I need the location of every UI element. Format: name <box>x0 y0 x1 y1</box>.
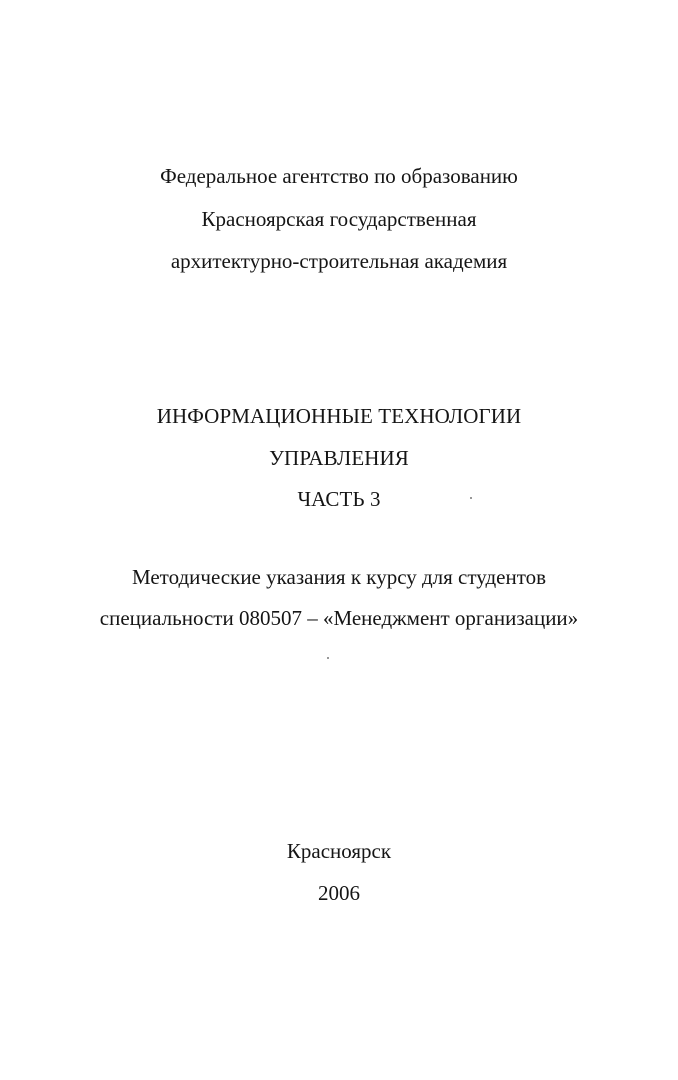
scan-speck <box>327 657 329 659</box>
header-agency: Федеральное агентство по образованию <box>160 164 518 188</box>
footer-city: Красноярск <box>286 839 392 863</box>
subtitle-line1: Методические указания к курсу для студентов <box>131 565 547 589</box>
title-line1: ИНФОРМАЦИОННЫЕ ТЕХНОЛОГИИ <box>156 404 522 428</box>
title-part: ЧАСТЬ 3 <box>297 487 381 511</box>
header-academy-line2: архитектурно-строительная академия <box>170 249 508 273</box>
header-academy-line1: Красноярская государственная <box>201 207 477 231</box>
title-line2: УПРАВЛЕНИЯ <box>269 446 409 470</box>
scan-speck <box>470 497 472 499</box>
subtitle-line2: специальности 080507 – «Менеджмент организации» <box>99 606 579 630</box>
footer-year: 2006 <box>318 881 360 905</box>
